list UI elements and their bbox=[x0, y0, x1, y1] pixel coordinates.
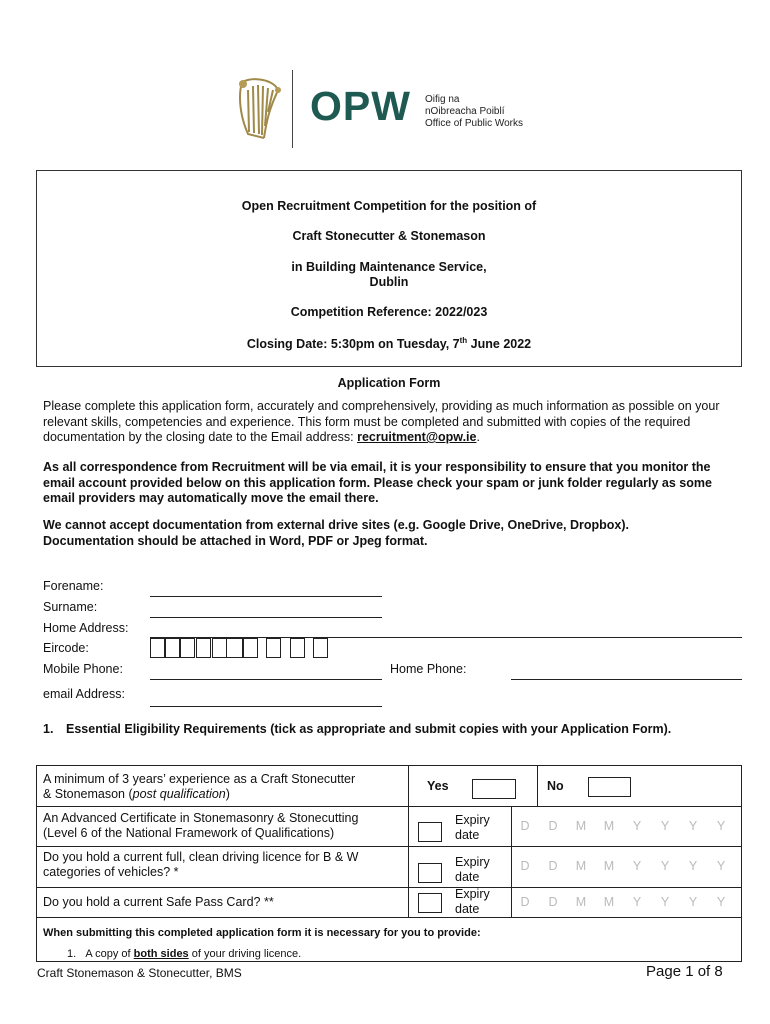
eircode-char-box[interactable] bbox=[313, 638, 328, 658]
eircode-label: Eircode: bbox=[43, 641, 89, 655]
email-label: email Address: bbox=[43, 687, 125, 701]
closing-date-text: Closing Date: 5:30pm on Tuesday, 7 bbox=[246, 337, 460, 352]
date-placeholder-letter: Y bbox=[688, 859, 698, 873]
tick-checkbox[interactable] bbox=[418, 893, 442, 913]
row-divider bbox=[37, 917, 741, 918]
date-placeholder-letter: M bbox=[575, 819, 587, 833]
closing-date bbox=[37, 336, 741, 351]
closing-date-sup: th bbox=[459, 336, 468, 345]
form-heading: Application Form bbox=[337, 376, 441, 390]
requirement-prefix: & Stonemason ( bbox=[43, 787, 133, 801]
requirement-italic: post qualification bbox=[132, 787, 226, 801]
date-placeholder-letter: Y bbox=[660, 819, 670, 833]
footer-doc-title: Craft Stonemason & Stonecutter, BMS bbox=[37, 966, 242, 980]
closing-date-suffix: June 2022 bbox=[467, 337, 532, 352]
date-placeholder-letter: Y bbox=[632, 895, 642, 909]
position-title: Craft Stonecutter & Stonemason bbox=[292, 229, 486, 243]
section-title: Essential Eligibility Requirements (tick as appropriate and submit copies with your Application Form). bbox=[66, 722, 672, 736]
yes-checkbox[interactable] bbox=[472, 779, 516, 799]
expiry-line: Expiry bbox=[455, 887, 490, 901]
home-phone-label: Home Phone: bbox=[390, 662, 467, 676]
org-name-line: nOibreacha Poiblí bbox=[425, 106, 505, 117]
date-placeholder-letter: M bbox=[603, 819, 615, 833]
no-checkbox[interactable] bbox=[588, 777, 631, 797]
home-address-label: Home Address: bbox=[43, 621, 129, 635]
home-phone-field[interactable] bbox=[511, 679, 742, 680]
tick-checkbox[interactable] bbox=[418, 863, 442, 883]
documentation-paragraph: We cannot accept documentation from external drive sites (e.g. Google Drive, OneDrive, Dropbox). Documentation should be attached in Word, PDF or Jpeg format. bbox=[43, 518, 630, 548]
list-item-suffix: of your driving licence. bbox=[188, 948, 302, 960]
org-name-line: Oifig na bbox=[425, 94, 460, 105]
date-placeholder-letter: Y bbox=[632, 819, 642, 833]
eligibility-table bbox=[36, 765, 742, 962]
date-placeholder-letter: M bbox=[575, 859, 587, 873]
expiry-label bbox=[455, 855, 490, 885]
expiry-line: date bbox=[455, 870, 480, 884]
section-number: 1. bbox=[43, 722, 54, 736]
col-divider bbox=[408, 766, 409, 917]
surname-field[interactable] bbox=[150, 617, 382, 618]
org-name-line: Office of Public Works bbox=[425, 118, 523, 129]
eircode-char-box[interactable] bbox=[165, 638, 180, 658]
expiry-label bbox=[455, 887, 490, 917]
requirement-line: (Level 6 of the National Framework of Qualifications) bbox=[43, 826, 335, 840]
date-placeholder-letter: Y bbox=[716, 859, 726, 873]
date-placeholder-letter: Y bbox=[688, 895, 698, 909]
row-divider bbox=[37, 846, 741, 847]
requirement-text: Do you hold a current Safe Pass Card? ** bbox=[43, 895, 274, 909]
requirement-line bbox=[43, 787, 405, 802]
forename-field[interactable] bbox=[150, 596, 382, 597]
list-item-bold: both sides bbox=[133, 948, 189, 960]
harp-logo bbox=[234, 76, 282, 142]
logo-divider bbox=[292, 70, 293, 148]
date-placeholder-letter: M bbox=[603, 859, 615, 873]
expiry-line: Expiry bbox=[455, 855, 490, 869]
intro-paragraph bbox=[43, 399, 723, 446]
yes-label: Yes bbox=[427, 779, 449, 793]
list-item-number: 1. bbox=[67, 948, 77, 960]
competition-title-box bbox=[36, 170, 742, 367]
intro-text: Please complete this application form, accurately and comprehensively, providing as much information as possible on your relevant skills, competencies and experience. This form must be completed and submitted with copies of the required documentation by the closing date to the Email address: bbox=[43, 399, 720, 444]
requirement-line: categories of vehicles? * bbox=[43, 865, 179, 879]
date-placeholder-letter: D bbox=[520, 895, 530, 909]
forename-label: Forename: bbox=[43, 579, 104, 593]
intro-end: . bbox=[476, 430, 480, 444]
date-placeholder-letter: D bbox=[548, 859, 558, 873]
eircode-char-box[interactable] bbox=[212, 638, 243, 658]
date-placeholder-letter: D bbox=[520, 859, 530, 873]
list-item bbox=[67, 947, 301, 962]
surname-label: Surname: bbox=[43, 600, 98, 614]
date-placeholder-letter: Y bbox=[716, 819, 726, 833]
competition-reference: Competition Reference: 2022/023 bbox=[290, 305, 488, 319]
requirement-text bbox=[43, 772, 405, 802]
no-label: No bbox=[547, 779, 564, 793]
submission-note: When submitting this completed application form it is necessary for you to provide: bbox=[43, 927, 481, 939]
email-field[interactable] bbox=[150, 706, 382, 707]
date-placeholder-letter: D bbox=[548, 895, 558, 909]
date-placeholder-letter: D bbox=[520, 819, 530, 833]
date-placeholder-letter: M bbox=[603, 895, 615, 909]
expiry-line: Expiry bbox=[455, 813, 490, 827]
eircode-char-box[interactable] bbox=[266, 638, 281, 658]
opw-logo-text: OPW bbox=[310, 83, 411, 129]
date-placeholder-letter: D bbox=[548, 819, 558, 833]
requirement-line: A minimum of 3 years’ experience as a Craft Stonecutter bbox=[43, 772, 356, 786]
requirement-line: Do you hold a current full, clean driving licence for B & W bbox=[43, 850, 359, 864]
page-number: Page 1 of 8 bbox=[646, 963, 723, 980]
eircode-char-box[interactable] bbox=[290, 638, 305, 658]
date-placeholder-letter: M bbox=[575, 895, 587, 909]
list-item-text: A copy of bbox=[85, 948, 134, 960]
date-placeholder-letter: Y bbox=[632, 859, 642, 873]
requirement-text bbox=[43, 850, 405, 880]
row-divider bbox=[37, 887, 741, 888]
expiry-line: date bbox=[455, 828, 480, 842]
date-placeholder-letter: Y bbox=[688, 819, 698, 833]
eircode-char-box[interactable] bbox=[243, 638, 258, 658]
org-name bbox=[425, 94, 523, 130]
tick-checkbox[interactable] bbox=[418, 822, 442, 842]
expiry-line: date bbox=[455, 902, 480, 916]
date-placeholder-letter: Y bbox=[660, 859, 670, 873]
title-line: Open Recruitment Competition for the position of bbox=[241, 199, 537, 213]
requirement-suffix: ) bbox=[225, 787, 230, 801]
correspondence-paragraph: As all correspondence from Recruitment will be via email, it is your responsibility to ensure that you monitor the email account provided below on this application form. Please check your spam or junk folder regularly as some email providers may automatically move the email there. bbox=[43, 460, 712, 505]
location-line: Dublin bbox=[369, 275, 409, 289]
eircode-char-box[interactable] bbox=[196, 638, 211, 658]
mobile-phone-label: Mobile Phone: bbox=[43, 662, 123, 676]
row-divider bbox=[37, 806, 741, 807]
service-line: in Building Maintenance Service, bbox=[291, 260, 487, 274]
eircode-char-box[interactable] bbox=[150, 638, 165, 658]
col-divider bbox=[537, 766, 538, 806]
eircode-char-box[interactable] bbox=[180, 638, 195, 658]
mobile-phone-field[interactable] bbox=[150, 679, 382, 680]
expiry-label bbox=[455, 813, 490, 843]
requirement-text bbox=[43, 811, 405, 841]
recruitment-email-link[interactable]: recruitment@opw.ie bbox=[357, 430, 477, 444]
date-placeholder-letter: Y bbox=[660, 895, 670, 909]
date-placeholder-letter: Y bbox=[716, 895, 726, 909]
requirement-line: An Advanced Certificate in Stonemasonry & Stonecutting bbox=[43, 811, 359, 825]
